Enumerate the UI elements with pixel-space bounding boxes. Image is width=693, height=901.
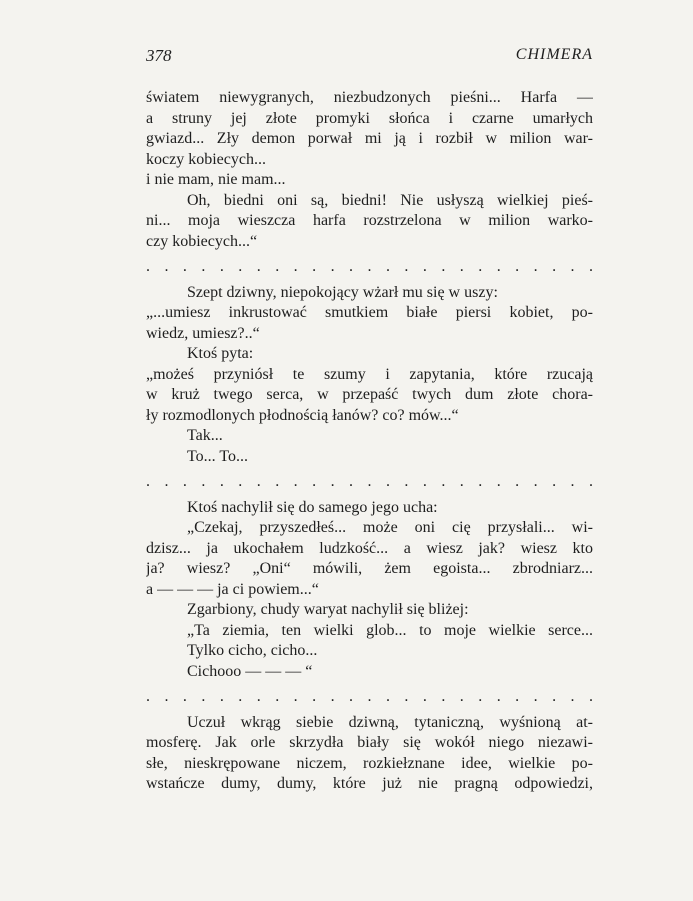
- text-line: wiedz, umiesz?..“: [146, 324, 260, 342]
- text-line: Uczuł wkrąg siebie dziwną, tytaniczną, wyśnioną at-: [187, 713, 593, 731]
- text-line: wstańcze dumy, dumy, które już nie pragną odpowiedzi,: [146, 775, 593, 792]
- text-line: a struny jej złote promyki słońca i czarne umarłych: [146, 109, 593, 127]
- dot-separator: . . . . . . . . . . . . . . . . . . . . . . . . .: [146, 473, 593, 490]
- text-line: dzisz... ja ukochałem ludzkość... a wiesz jak? wiesz kto: [146, 539, 593, 557]
- page-header: [146, 46, 593, 70]
- text-line: ni... moja wieszcza harfa rozstrzelona w milion warko-: [146, 212, 593, 229]
- text-line: i nie mam, nie mam...: [146, 171, 286, 188]
- text-line: a — — — ja ci powiem...“: [146, 580, 319, 598]
- text-line: w kruż twego serca, w przepaść twych dum złote chora-: [146, 386, 593, 403]
- text-line: Ktoś nachylił się do samego jego ucha:: [187, 498, 438, 516]
- text-line: ły rozmodlonych płodnością łanów? co? mów...“: [146, 406, 459, 424]
- running-title: CHIMERA: [515, 46, 593, 63]
- text-line: czy kobiecych...“: [146, 232, 258, 250]
- text-line: gwiazd... Zły demon porwał mi ją i rozbił w milion war-: [146, 130, 593, 147]
- text-line: ja? wiesz? „Oni“ mówili, żem egoista... zbrodniarz...: [146, 560, 593, 577]
- text-line: „Czekaj, przyszedłeś... może oni cię przysłali... wi-: [187, 519, 593, 536]
- text-line: Cichooo — — — “: [187, 662, 313, 680]
- text-line: mosferę. Jak orle skrzydła biały się wokół niego niezawi-: [146, 734, 593, 751]
- text-line: Szept dziwny, niepokojący wżarł mu się w uszy:: [187, 283, 498, 301]
- text-line: Oh, biedni oni są, biedni! Nie usłyszą wielkiej pieś-: [187, 191, 593, 209]
- text-line: światem niewygranych, niezbudzonych pieśni... Harfa —: [146, 89, 593, 106]
- text-line: słe, nieskrępowane niczem, rozkiełznane idee, wielkie po-: [146, 754, 593, 772]
- text-line: Tylko cicho, cicho...: [187, 642, 318, 659]
- dot-separator: . . . . . . . . . . . . . . . . . . . . . . . . .: [146, 258, 593, 275]
- text-line: koczy kobiecych...: [146, 150, 266, 168]
- text-line: Ktoś pyta:: [187, 345, 254, 362]
- text-line: „...umiesz inkrustować smutkiem białe piersi kobiet, po-: [146, 304, 593, 321]
- page-number: 378: [146, 46, 172, 65]
- text-line: „możeś przyniósł te szumy i zapytania, które rzucają: [146, 365, 593, 383]
- dot-separator: . . . . . . . . . . . . . . . . . . . . . . . . .: [146, 688, 593, 705]
- text-line: Tak...: [187, 427, 223, 444]
- text-line: To... To...: [187, 447, 249, 465]
- body-text: [146, 88, 593, 795]
- text-line: „Ta ziemia, ten wielki glob... to moje wielkie serce...: [187, 621, 593, 639]
- text-line: Zgarbiony, chudy waryat nachylił się bliżej:: [187, 601, 469, 618]
